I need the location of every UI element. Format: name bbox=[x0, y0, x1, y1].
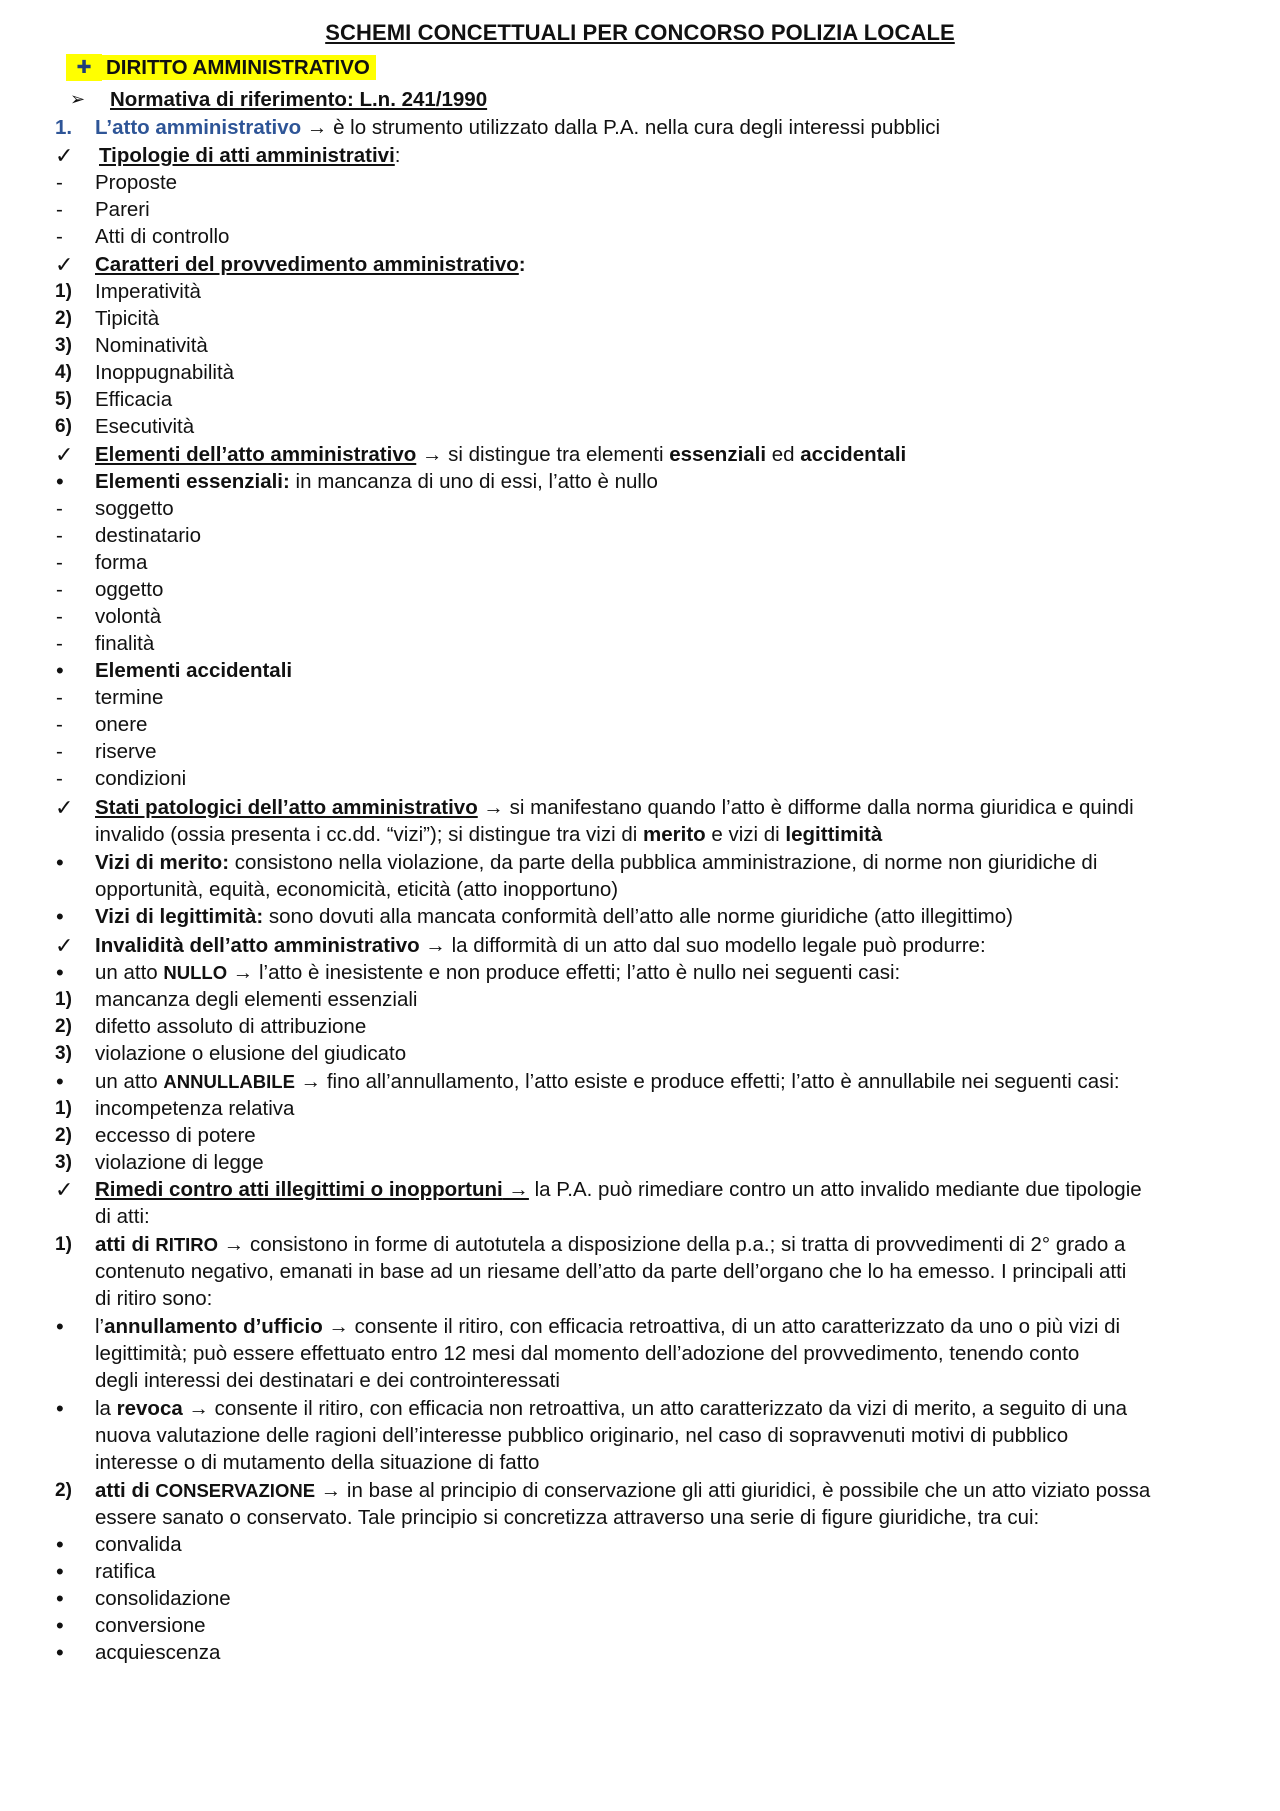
check-icon: ✓ bbox=[55, 795, 74, 820]
ritiro-continuation: di ritiro sono: bbox=[95, 1287, 213, 1310]
annullamento-line: • l’annullamento d’ufficio → consente il ritiro, con efficacia retroattiva, di un atto caratterizzato da uno o più vizi di bbox=[56, 1314, 1121, 1339]
page-title: SCHEMI CONCETTUALI PER CONCORSO POLIZIA LOCALE bbox=[325, 20, 955, 45]
list-item: • ratifica bbox=[56, 1559, 156, 1584]
accidentali-line: • Elementi accidentali bbox=[56, 658, 293, 683]
dash-marker: - bbox=[56, 225, 63, 248]
vizi-merito-continuation: opportunità, equità, economicità, eticità (atto inopportuno) bbox=[95, 878, 619, 901]
stati-continuation: invalido (ossia presenta i cc.dd. “vizi”); si distingue tra vizi di merito e vizi di legittimità bbox=[95, 823, 883, 846]
rimedi-label: Rimedi contro atti illegittimi o inopportuni bbox=[95, 1178, 503, 1201]
list-item: - termine bbox=[56, 686, 164, 709]
revoca-continuation: interesse o di mutamento della situazione di fatto bbox=[95, 1451, 540, 1474]
list-item: 3) violazione di legge bbox=[55, 1151, 264, 1174]
tipologie-heading: ✓ Tipologie di atti amministrativi: bbox=[55, 143, 401, 168]
section-label: DIRITTO AMMINISTRATIVO bbox=[102, 55, 376, 80]
normativa-label: Normativa di riferimento: L.n. 241/1990 bbox=[110, 88, 488, 111]
dash-marker: - bbox=[56, 198, 63, 221]
item-number: 1. bbox=[55, 116, 73, 139]
list-item: - Pareri bbox=[56, 198, 150, 221]
vizi-legittimita-line: • Vizi di legittimità: sono dovuti alla mancata conformità dell’atto alle norme giuridiche (atto illegittimo) bbox=[56, 904, 1013, 929]
list-item: - forma bbox=[56, 551, 148, 574]
list-item: - finalità bbox=[56, 632, 155, 655]
revoca-line: • la revoca → consente il ritiro, con efficacia non retroattiva, un atto caratterizzato da vizi di merito, a seguito di una bbox=[56, 1396, 1128, 1421]
check-icon: ✓ bbox=[55, 143, 74, 168]
annullamento-continuation: degli interessi dei destinatari e dei controinteressati bbox=[95, 1369, 560, 1392]
list-item: - soggetto bbox=[56, 497, 174, 520]
check-icon: ✓ bbox=[55, 442, 74, 467]
list-item: 3) Nominatività bbox=[55, 334, 208, 357]
caratteri-heading: ✓ Caratteri del provvedimento amministrativo: bbox=[55, 252, 526, 277]
stati-heading: ✓ Stati patologici dell’atto amministrativo → si manifestano quando l’atto è difforme dalla norma giuridica e quindi bbox=[55, 795, 1134, 820]
bullet-marker: • bbox=[56, 1396, 64, 1421]
list-item: • convalida bbox=[56, 1532, 182, 1557]
arrowhead-bullet-icon: ➢ bbox=[70, 89, 86, 109]
invalidita-label: Invalidità dell’atto amministrativo bbox=[95, 934, 420, 957]
list-item: 5) Efficacia bbox=[55, 388, 173, 411]
list-item: - condizioni bbox=[56, 767, 187, 790]
bullet-marker: • bbox=[56, 1314, 64, 1339]
check-icon: ✓ bbox=[55, 252, 74, 277]
bullet-marker: • bbox=[56, 658, 64, 683]
list-item: - oggetto bbox=[56, 578, 164, 601]
ritiro-continuation: contenuto negativo, emanati in base ad un riesame dell’atto da parte dell’organo che lo ha emesso. I principali atti bbox=[95, 1260, 1127, 1283]
list-item: • conversione bbox=[56, 1613, 206, 1638]
list-item: - Atti di controllo bbox=[56, 225, 230, 248]
list-item: • consolidazione bbox=[56, 1586, 231, 1611]
essenziali-line: • Elementi essenziali: in mancanza di uno di essi, l’atto è nullo bbox=[56, 469, 658, 494]
stati-label: Stati patologici dell’atto amministrativo bbox=[95, 796, 478, 819]
check-icon: ✓ bbox=[55, 933, 74, 958]
nullo-line: • un atto NULLO → l’atto è inesistente e non produce effetti; l’atto è nullo nei seguenti casi: bbox=[56, 960, 901, 985]
elementi-label: Elementi dell’atto amministrativo bbox=[95, 443, 417, 466]
plus-icon: ✚ bbox=[66, 54, 102, 81]
list-item: 3) violazione o elusione del giudicato bbox=[55, 1042, 407, 1065]
list-item: 2) Tipicità bbox=[55, 307, 160, 330]
list-item: • acquiescenza bbox=[56, 1640, 221, 1665]
list-item: 2) difetto assoluto di attribuzione bbox=[55, 1015, 367, 1038]
rimedi-heading: ✓ Rimedi contro atti illegittimi o inopportuni → la P.A. può rimediare contro un atto invalido mediante due tipologie bbox=[55, 1177, 1142, 1202]
list-item: - Proposte bbox=[56, 171, 178, 194]
list-item: - onere bbox=[56, 713, 148, 736]
atto-text: → è lo strumento utilizzato dalla P.A. nella cura degli interessi pubblici bbox=[301, 116, 941, 139]
list-item: - riserve bbox=[56, 740, 157, 763]
bullet-marker: • bbox=[56, 850, 64, 875]
list-item: 4) Inoppugnabilità bbox=[55, 361, 235, 384]
bullet-marker: • bbox=[56, 960, 64, 985]
list-item: - volontà bbox=[56, 605, 162, 628]
rimedi-continuation: di atti: bbox=[95, 1205, 150, 1228]
list-item: 1) mancanza degli elementi essenziali bbox=[55, 988, 418, 1011]
list-item: 6) Esecutività bbox=[55, 415, 195, 438]
dash-marker: - bbox=[56, 171, 63, 194]
caratteri-label: Caratteri del provvedimento amministrativo bbox=[95, 253, 519, 276]
bullet-marker: • bbox=[56, 1069, 64, 1094]
annullamento-continuation: legittimità; può essere effettuato entro 12 mesi dal momento dell’adozione del provvedimento, tenendo conto bbox=[95, 1342, 1080, 1365]
conservazione-continuation: essere sanato o conservato. Tale principio si concretizza attraverso una serie di figure giuridiche, tra cui: bbox=[95, 1506, 1040, 1529]
bullet-marker: • bbox=[56, 469, 64, 494]
list-item: 2) eccesso di potere bbox=[55, 1124, 256, 1147]
atto-label: L’atto amministrativo bbox=[95, 116, 302, 139]
check-icon: ✓ bbox=[55, 1177, 74, 1202]
annullabile-line: • un atto ANNULLABILE → fino all’annullamento, l’atto esiste e produce effetti; l’atto è annullabile nei seguenti casi: bbox=[56, 1069, 1120, 1094]
list-item: 1) incompetenza relativa bbox=[55, 1097, 295, 1120]
vizi-merito-line: • Vizi di merito: consistono nella violazione, da parte della pubblica amministrazione, di norme non giuridiche di bbox=[56, 850, 1098, 875]
list-item: 1) Imperatività bbox=[55, 280, 201, 303]
bullet-marker: • bbox=[56, 904, 64, 929]
conservazione-line: 2) atti di CONSERVAZIONE → in base al principio di conservazione gli atti giuridici, è possibile che un atto viziato possa bbox=[55, 1479, 1151, 1502]
elementi-heading: ✓ Elementi dell’atto amministrativo → si distingue tra elementi essenziali ed accidentali bbox=[55, 442, 907, 467]
invalidita-heading: ✓ Invalidità dell’atto amministrativo → la difformità di un atto dal suo modello legale può produrre: bbox=[55, 933, 986, 958]
section-heading bbox=[0, 54, 1250, 81]
list-item: - destinatario bbox=[56, 524, 201, 547]
ritiro-line: 1) atti di RITIRO → consistono in forme di autotutela a disposizione della p.a.; si tratta di provvedimenti di 2° grado a bbox=[55, 1233, 1126, 1256]
revoca-continuation: nuova valutazione delle ragioni dell’interesse pubblico originario, nel caso di sopravvenuti motivi di pubblico bbox=[95, 1424, 1069, 1447]
tipologie-label: Tipologie di atti amministrativi bbox=[99, 144, 395, 167]
atto-line bbox=[0, 114, 1250, 141]
normativa-line bbox=[0, 86, 1250, 113]
